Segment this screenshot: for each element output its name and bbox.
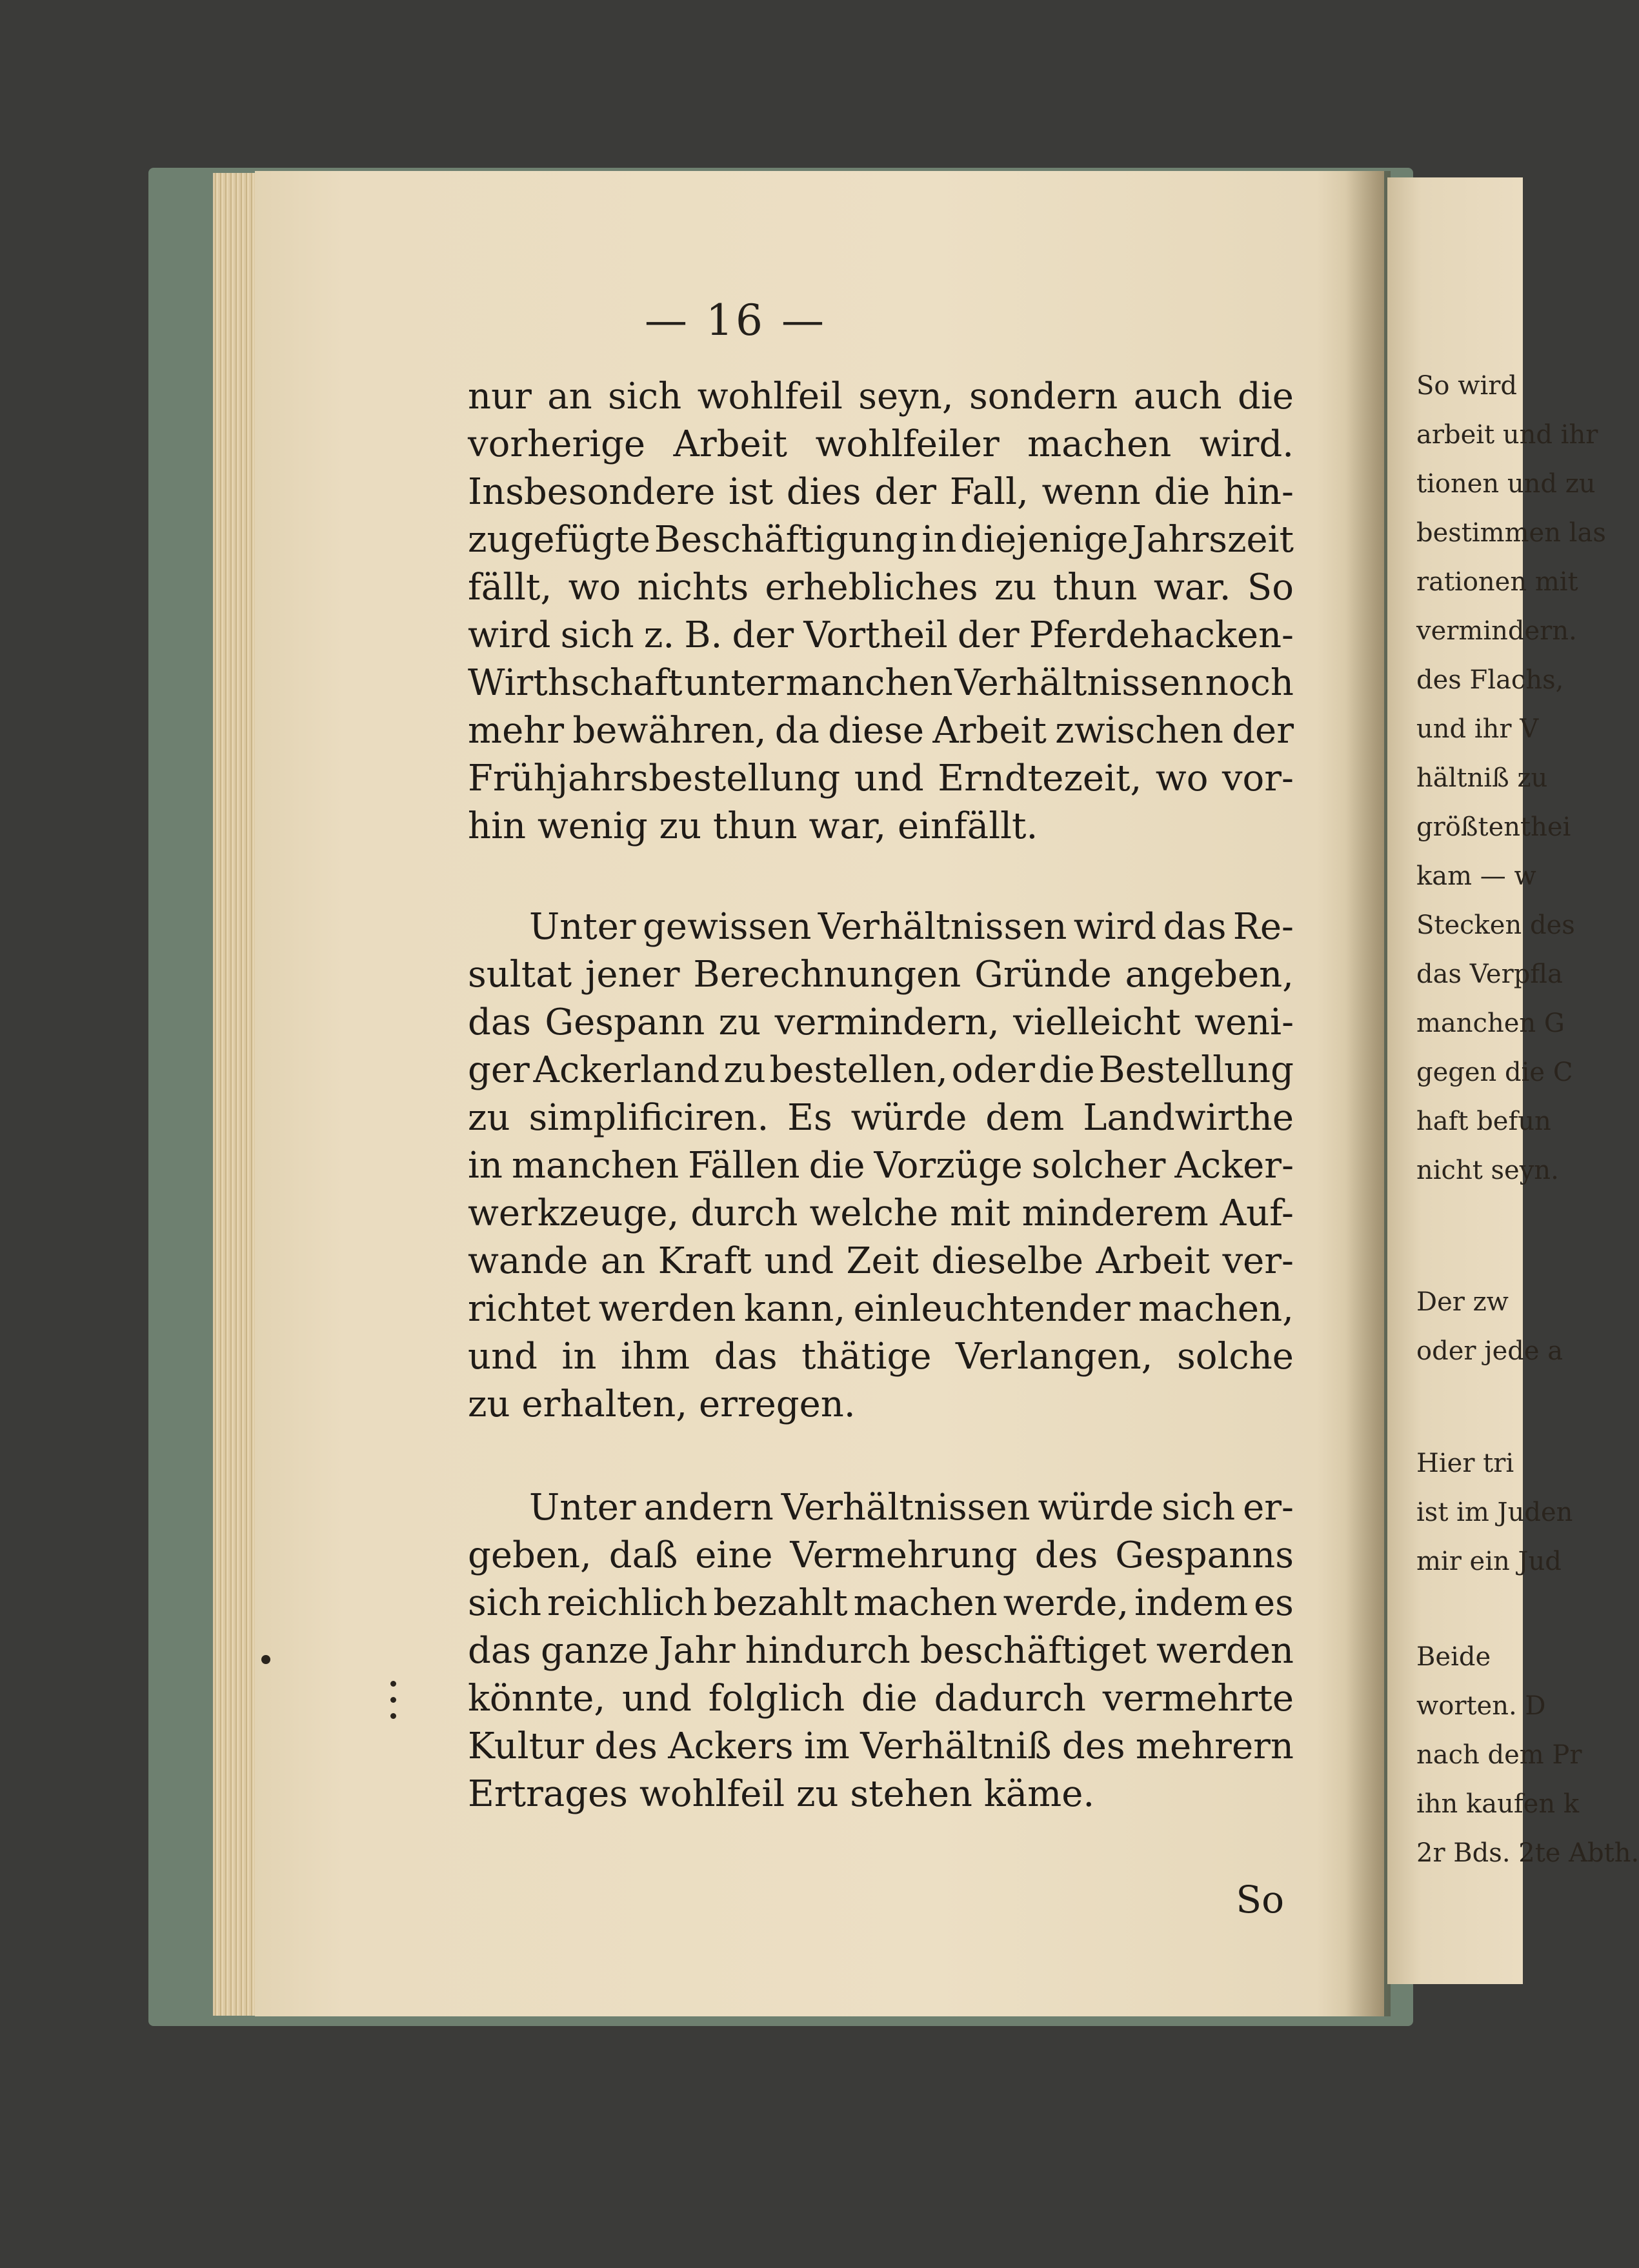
facing-line: Der zw xyxy=(1416,1287,1509,1317)
text-line: sultat jener Berechnungen Gründe angeben, xyxy=(468,954,1294,996)
paragraph-3 xyxy=(468,1484,1294,1818)
facing-text-lower xyxy=(1416,1439,1573,1586)
text-line: das Gespann zu vermindern, vielleicht weni- xyxy=(468,1001,1294,1043)
facing-line: ist im Juden xyxy=(1416,1498,1573,1527)
text-line: vorherige Arbeit wohlfeiler machen wird. xyxy=(468,423,1294,465)
text-line: Kultur des Ackers im Verhältniß des mehrern xyxy=(468,1725,1294,1767)
facing-text-middle xyxy=(1416,1278,1564,1376)
facing-line: ihn kaufen k xyxy=(1416,1789,1580,1819)
text-line: Frühjahrsbestellung und Erndtezeit, wo vor- xyxy=(468,758,1294,799)
text-line: Insbesondere ist dies der Fall, wenn die hin- xyxy=(468,471,1294,513)
facing-line: mir ein Jud xyxy=(1416,1547,1562,1576)
facing-line: und ihr V xyxy=(1416,714,1539,744)
paragraph-2 xyxy=(468,903,1294,1429)
text-line: nur an sich wohlfeil seyn, sondern auch die xyxy=(468,376,1294,417)
text-line: und in ihm das thätige Verlangen, solche xyxy=(468,1336,1294,1378)
facing-line: 2r Bds. 2te Abth. xyxy=(1416,1838,1639,1868)
facing-line: hältniß zu xyxy=(1416,763,1548,793)
page-header: — 16 — xyxy=(645,296,827,345)
text-line: Unter gewissen Verhältnissen wird das Re- xyxy=(529,906,1294,948)
catchword: So xyxy=(1236,1878,1284,1922)
facing-line: vermindern. xyxy=(1416,616,1577,646)
facing-line: manchen G xyxy=(1416,1009,1565,1038)
facing-line: größtenthei xyxy=(1416,812,1571,842)
gutter-shadow xyxy=(1345,171,1391,2016)
facing-line: tionen und zu xyxy=(1416,469,1596,499)
text-line: richtet werden kann, einleuchtender machen, xyxy=(468,1288,1294,1330)
facing-line: bestimmen las xyxy=(1416,518,1606,548)
facing-text-bottom xyxy=(1416,1632,1639,1878)
text-line: geben, daß eine Vermehrung des Gespanns xyxy=(468,1534,1294,1576)
text-line: werkzeuge, durch welche mit minderem Auf- xyxy=(468,1192,1294,1234)
text-line: Ertrages wohlfeil zu stehen käme. xyxy=(468,1773,1095,1815)
paragraph-1 xyxy=(468,373,1294,850)
facing-line: nach dem Pr xyxy=(1416,1740,1582,1770)
text-line: zu erhalten, erregen. xyxy=(468,1383,856,1425)
text-line: Wirthschaft unter manchen Verhältnissen noch xyxy=(468,662,1294,704)
text-line: zu simplificiren. Es würde dem Landwirthe xyxy=(468,1097,1294,1139)
text-line: ger Ackerland zu bestellen, oder die Bestellung xyxy=(468,1049,1294,1091)
facing-line: rationen mit xyxy=(1416,567,1578,597)
facing-line: kam — w xyxy=(1416,861,1536,891)
facing-line: Stecken des xyxy=(1416,910,1575,940)
facing-line: oder jede a xyxy=(1416,1336,1564,1366)
facing-line: arbeit und ihr xyxy=(1416,420,1598,450)
text-line: in manchen Fällen die Vorzüge solcher Acker- xyxy=(468,1145,1294,1187)
facing-text-top xyxy=(1416,361,1606,1195)
facing-line: Beide xyxy=(1416,1642,1491,1672)
facing-line: nicht seyn. xyxy=(1416,1156,1559,1185)
text-line: könnte, und folglich die dadurch vermehrte xyxy=(468,1678,1294,1720)
text-line: Unter andern Verhältnissen würde sich er- xyxy=(529,1487,1294,1529)
facing-line: haft befun xyxy=(1416,1107,1551,1136)
margin-dot xyxy=(390,1713,396,1719)
facing-line: gegen die C xyxy=(1416,1058,1573,1087)
margin-dot xyxy=(390,1697,396,1703)
text-line: das ganze Jahr hindurch beschäftiget werden xyxy=(468,1630,1294,1672)
text-line: mehr bewähren, da diese Arbeit zwischen der xyxy=(468,710,1294,752)
margin-dot xyxy=(261,1655,270,1664)
text-line: sich reichlich bezahlt machen werde, indem es xyxy=(468,1582,1294,1624)
text-line: wird sich z. B. der Vortheil der Pferdehacken- xyxy=(468,614,1294,656)
facing-line: worten. D xyxy=(1416,1691,1546,1721)
text-line: fällt, wo nichts erhebliches zu thun war. So xyxy=(468,567,1294,608)
facing-line: des Flachs, xyxy=(1416,665,1564,695)
text-line: zugefügte Beschäftigung in diejenige Jahrszeit xyxy=(468,519,1294,561)
facing-line: So wird xyxy=(1416,371,1517,401)
margin-dot xyxy=(390,1681,396,1687)
text-line: hin wenig zu thun war, einfällt. xyxy=(468,805,1038,847)
facing-line: Hier tri xyxy=(1416,1449,1514,1478)
text-line: wande an Kraft und Zeit dieselbe Arbeit ver- xyxy=(468,1240,1294,1282)
facing-line: das Verpfla xyxy=(1416,959,1563,989)
